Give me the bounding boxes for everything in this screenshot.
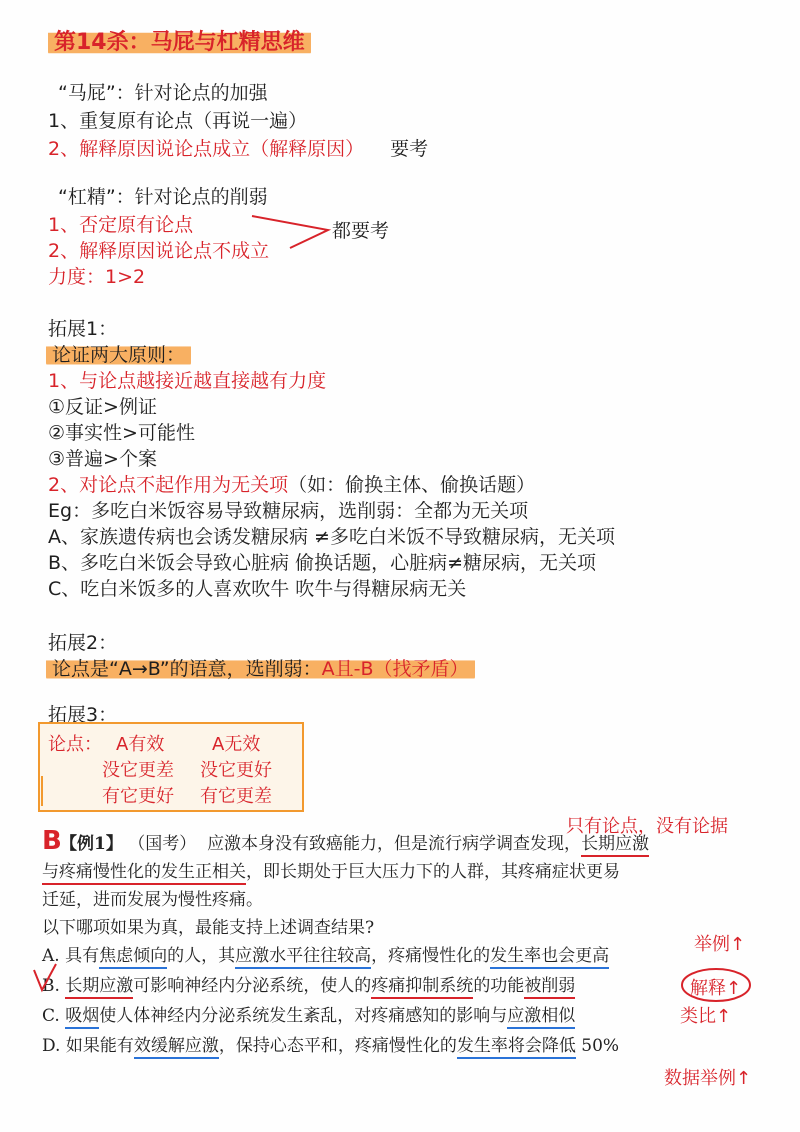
- mapi-point-2-text: 2、解释原因说论点成立（解释原因）: [48, 138, 365, 160]
- mapi-point-1: 1、重复原有论点（再说一遍）: [48, 110, 308, 132]
- gangjing-point-1: 1、否定原有论点: [48, 214, 194, 236]
- ext1-option-b: B、多吃白米饭会导致心脏病 偷换话题，心脏病≠糖尿病，无关项: [48, 552, 596, 574]
- ext3-row1-a: A有效: [116, 734, 165, 755]
- question-prompt: 以下哪项如果为真，最能支持上述调查结果?: [42, 918, 375, 938]
- checkmark-icon: [34, 964, 56, 990]
- option-c[interactable]: C. 吸烟使人体神经内分泌系统发生紊乱，对疼痛感知的影响与应激相似: [42, 1002, 575, 1030]
- option-b-note: 解释↑: [690, 978, 742, 999]
- bracket-arrow-icon: [252, 216, 328, 248]
- ext2-line: 论点是“A→B”的语意，选削弱：A且-B（找矛盾）: [46, 656, 475, 682]
- ext3-row1-b: A无效: [212, 734, 261, 755]
- question-line-1: 【例1】 （国考） 应激本身没有致癌能力，但是流行病学调查发现，长期应激: [60, 830, 649, 858]
- ext3-row3-a: 有它更好: [102, 786, 174, 807]
- gangjing-force: 力度：1>2: [48, 266, 146, 288]
- option-a-note: 举例↑: [694, 934, 746, 955]
- ext3-row1-label: 论点：: [48, 734, 102, 755]
- option-b[interactable]: B. 长期应激可影响神经内分泌系统，使人的疼痛抑制系统的功能被削弱: [42, 972, 575, 1000]
- gangjing-heading: “杠精”：针对论点的削弱: [58, 186, 268, 208]
- mapi-point-2-note: 要考: [390, 138, 429, 160]
- example-top-note: 只有论点，没有论据: [566, 816, 728, 837]
- ext3-row3-b: 有它更差: [200, 786, 272, 807]
- ext1-eg: Eg：多吃白米饭容易导致糖尿病，选削弱：全都为无关项: [48, 500, 529, 522]
- ext3-label: 拓展3：: [48, 704, 118, 726]
- page-title: 第14杀：马屁与杠精思维: [48, 30, 311, 56]
- mapi-heading: “马屁”：针对论点的加强: [58, 82, 268, 104]
- ext1-rule-1: 1、与论点越接近越直接越有力度: [48, 370, 327, 392]
- ext1-option-c: C、吃白米饭多的人喜欢吹牛 吹牛与得糖尿病无关: [48, 578, 467, 600]
- option-a[interactable]: A. 具有焦虑倾向的人，其应激水平往往较高，疼痛慢性化的发生率也会更高: [42, 942, 609, 970]
- ext1-rule-2: 2、对论点不起作用为无关项（如：偷换主体、偷换话题）: [48, 474, 536, 496]
- ext1-label: 拓展1：: [48, 318, 118, 340]
- ext1-sub-1: ①反证>例证: [48, 396, 157, 418]
- ext1-heading: 论证两大原则：: [46, 342, 191, 368]
- question-line-2: 与疼痛慢性化的发生正相关，即长期处于巨大压力下的人群，其疼痛症状更易: [42, 858, 620, 886]
- option-c-note: 类比↑: [680, 1006, 732, 1027]
- ext1-sub-3: ③普遍>个案: [48, 448, 157, 470]
- ext3-row2-a: 没它更差: [102, 760, 174, 781]
- option-d-note: 数据举例↑: [664, 1068, 752, 1089]
- ext1-option-a: A、家族遗传病也会诱发糖尿病 ≠多吃白米饭不导致糖尿病，无关项: [48, 526, 615, 548]
- question-line-3: 迁延，进而发展为慢性疼痛。: [42, 890, 263, 910]
- option-d[interactable]: D. 如果能有效缓解应激，保持心态平和，疼痛慢性化的发生率将会降低 50%: [42, 1032, 619, 1060]
- answer-mark: B: [42, 826, 62, 856]
- ext3-row2-b: 没它更好: [200, 760, 272, 781]
- gangjing-point-2: 2、解释原因说论点不成立: [48, 240, 270, 262]
- ext1-sub-2: ②事实性>可能性: [48, 422, 195, 444]
- ext2-label: 拓展2：: [48, 632, 118, 654]
- circle-mark-icon: [682, 969, 750, 1001]
- gangjing-note: 都要考: [332, 220, 390, 242]
